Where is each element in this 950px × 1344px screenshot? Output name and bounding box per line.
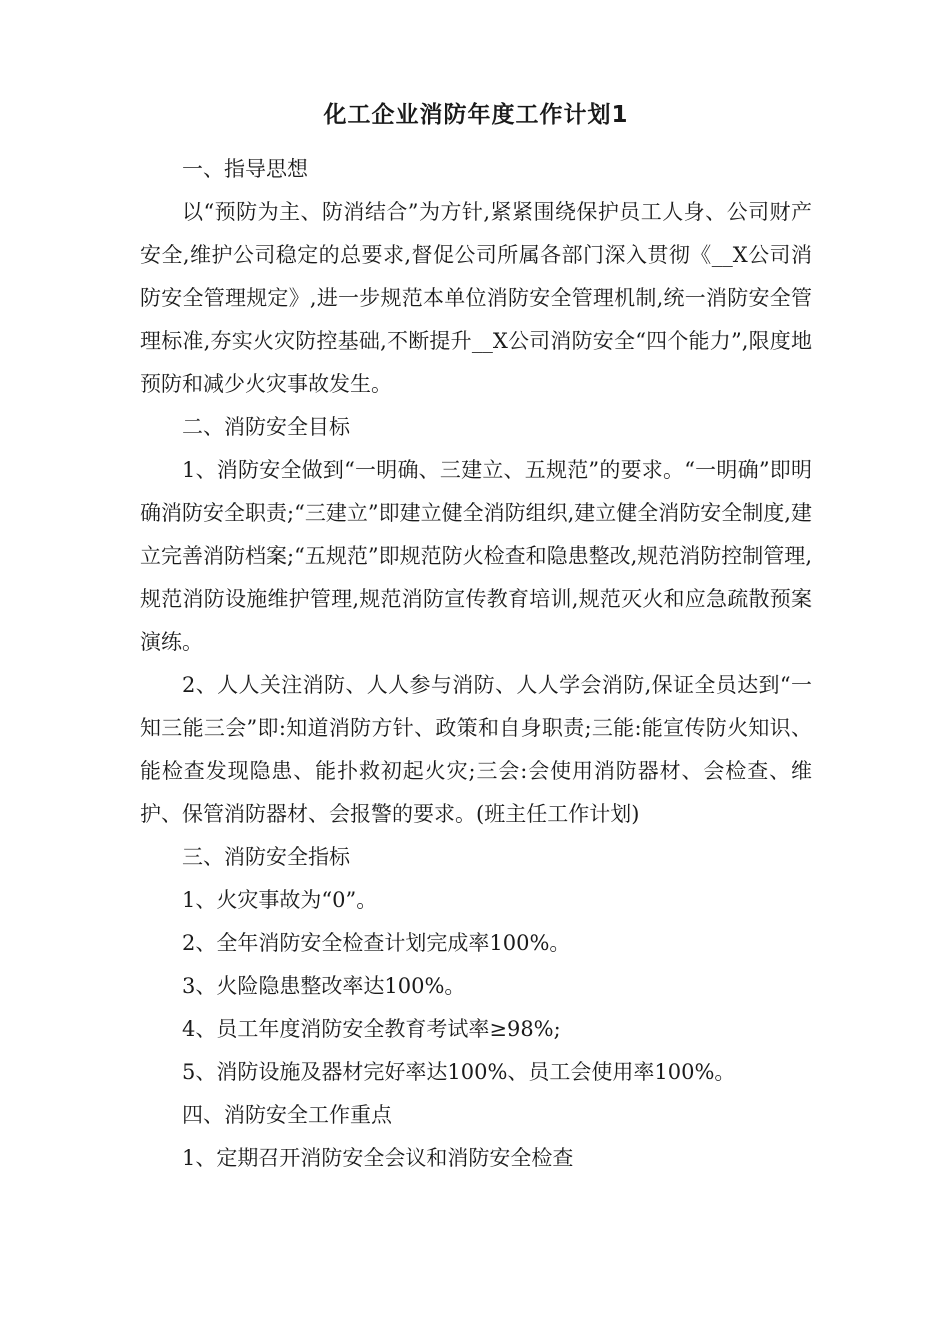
document-page — [140, 100, 812, 1180]
indicator-2: 2、全年消防安全检查计划完成率100%。 — [182, 931, 571, 955]
paragraph-goal-2: 2、人人关注消防、人人参与消防、人人学会消防,保证全员达到“一知三能三会”即:知道消防方针、政策和自身职责;三能:能宣传防火知识、能检查发现隐患、能扑救初起火灾;三会:会使用消防器材、会检查、维护、保管消防器材、会报警的要求。(班主任工作计划) — [140, 673, 812, 826]
heading-guiding-ideology: 一、指导思想 — [182, 157, 308, 181]
indicator-3: 3、火险隐患整改率达100%。 — [182, 974, 466, 998]
heading-work-focus: 四、消防安全工作重点 — [182, 1103, 392, 1127]
indicator-5: 5、消防设施及器材完好率达100%、员工会使用率100%。 — [182, 1060, 736, 1084]
paragraph-goal-1: 1、消防安全做到“一明确、三建立、五规范”的要求。“一明确”即明确消防安全职责;“三建立”即建立健全消防组织,建立健全消防安全制度,建立完善消防档案;“五规范”即规范防火检查和隐患整改,规范消防控制管理,规范消防设施维护管理,规范消防宣传教育培训,规范灭火和应急疏散预案演练。 — [140, 458, 812, 654]
heading-safety-goals: 二、消防安全目标 — [182, 415, 350, 439]
heading-safety-indicators: 三、消防安全指标 — [182, 845, 350, 869]
indicator-4: 4、员工年度消防安全教育考试率≥98%; — [182, 1017, 561, 1041]
document-title: 化工企业消防年度工作计划1 — [323, 102, 629, 128]
work-focus-1: 1、定期召开消防安全会议和消防安全检查 — [182, 1146, 574, 1170]
indicator-1: 1、火灾事故为“0”。 — [182, 888, 378, 912]
paragraph-guiding-ideology: 以“预防为主、防消结合”为方针,紧紧围绕保护员工人身、公司财产安全,维护公司稳定的总要求,督促公司所属各部门深入贯彻《__X公司消防安全管理规定》,进一步规范本单位消防安全管理机制,统一消防安全管理标准,夯实火灾防控基础,不断提升__X公司消防安全“四个能力”,限度地预防和减少火灾事故发生。 — [140, 200, 812, 396]
